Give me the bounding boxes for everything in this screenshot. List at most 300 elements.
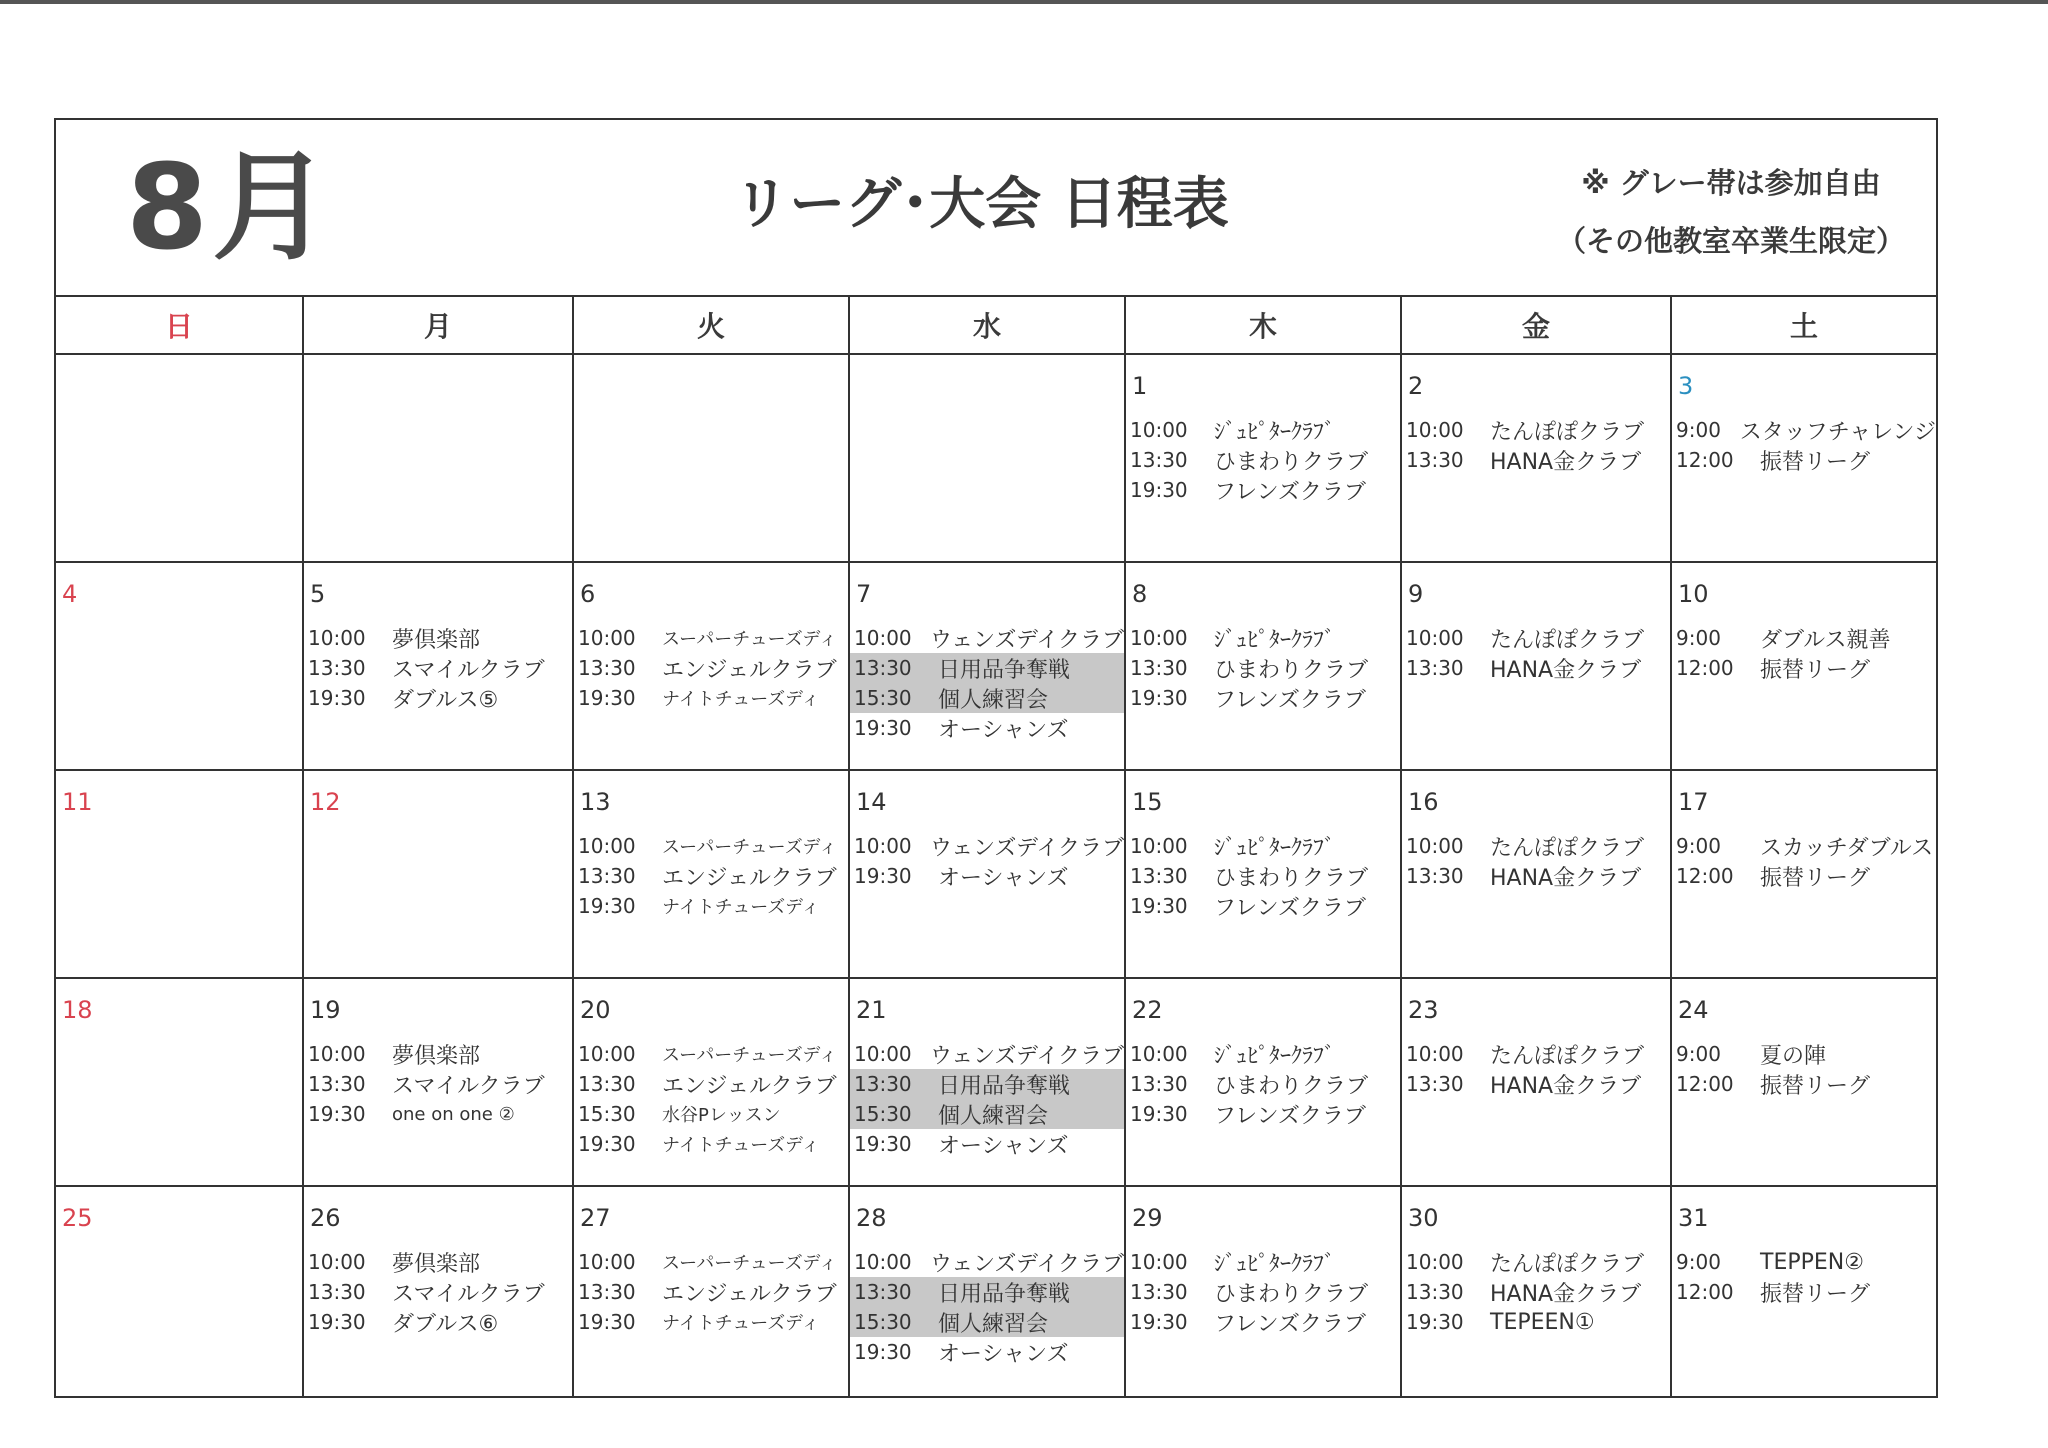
event-name: ひまわりクラブ: [1214, 1281, 1369, 1307]
event-row: [1672, 831, 1936, 861]
event-time: 19:30: [578, 1132, 636, 1156]
event-time: 12:00: [1676, 1072, 1734, 1096]
event-row: [304, 1247, 572, 1277]
event-time: 10:00: [1406, 626, 1464, 650]
event-row: [1402, 1247, 1670, 1277]
day-cell: [304, 563, 574, 769]
event-name: 日用品争奪戦: [938, 1281, 1071, 1307]
event-name: スーパーチューズディ: [662, 629, 837, 650]
event-time: 10:00: [308, 626, 366, 650]
event-row: [850, 861, 1124, 891]
event-name: フレンズクラブ: [1214, 479, 1366, 505]
event-time: 10:00: [1130, 626, 1188, 650]
day-number: 24: [1678, 996, 1709, 1024]
day-number: 21: [856, 996, 887, 1024]
event-time: 19:30: [308, 686, 366, 710]
event-name: スーパーチューズディ: [662, 837, 837, 858]
weekday-sunday: 日: [56, 297, 304, 353]
event-time: 15:30: [854, 1102, 912, 1126]
event-name: ひまわりクラブ: [1214, 865, 1369, 891]
day-number: 29: [1132, 1204, 1163, 1232]
event-time: 13:30: [1406, 864, 1464, 888]
day-cell: [1126, 771, 1402, 977]
day-cell: [574, 563, 850, 769]
event-time: 10:00: [578, 1042, 636, 1066]
day-cell: [56, 771, 304, 977]
event-row: [304, 1069, 572, 1099]
event-name: ｼﾞｭﾋﾟﾀｰｸﾗﾌﾞ: [1214, 627, 1336, 653]
day-cell: [1402, 563, 1672, 769]
event-time: 10:00: [1406, 834, 1464, 858]
event-row: [574, 1129, 848, 1159]
day-cell: [1402, 1187, 1672, 1396]
day-number: 12: [310, 788, 341, 816]
day-number: 30: [1408, 1204, 1439, 1232]
event-time: 13:30: [578, 656, 636, 680]
event-name: スーパーチューズディ: [662, 1045, 837, 1066]
event-name: スーパーチューズディ: [662, 1253, 837, 1274]
day-number: [574, 369, 848, 403]
event-name: ｼﾞｭﾋﾟﾀｰｸﾗﾌﾞ: [1214, 1043, 1336, 1069]
day-cell: [574, 1187, 850, 1396]
event-name: 夢倶楽部: [392, 1043, 481, 1069]
event-time: 13:30: [854, 1072, 912, 1096]
event-row: [1402, 1307, 1670, 1337]
day-cell: [1402, 355, 1672, 561]
event-time: 13:30: [1130, 1072, 1188, 1096]
event-row: [850, 1129, 1124, 1159]
event-row: [304, 683, 572, 713]
day-number: 19: [310, 996, 341, 1024]
event-time: 12:00: [1676, 864, 1734, 888]
weekday-header-row: [56, 297, 1936, 355]
event-row: [1126, 415, 1400, 445]
event-name: ナイトチューズディ: [662, 1135, 820, 1156]
event-name: 個人練習会: [938, 687, 1049, 713]
event-time: 10:00: [1130, 834, 1188, 858]
event-name: たんぽぽクラブ: [1490, 627, 1645, 653]
day-number: [56, 369, 302, 403]
event-time: 13:30: [1406, 448, 1464, 472]
weekday-wednesday: 水: [850, 297, 1126, 353]
event-time: 9:00: [1676, 418, 1721, 442]
event-name: オーシャンズ: [938, 1341, 1069, 1367]
event-name: 夢倶楽部: [392, 627, 481, 653]
event-row: [574, 1039, 848, 1069]
day-number: 13: [580, 788, 611, 816]
event-row: [574, 831, 848, 861]
event-name: オーシャンズ: [938, 865, 1069, 891]
calendar-grid: [56, 355, 1936, 1396]
day-number: 5: [310, 580, 326, 608]
event-row: [1672, 1247, 1936, 1277]
day-number: 18: [62, 996, 93, 1024]
event-row: [850, 1039, 1124, 1069]
event-time: 13:30: [578, 1280, 636, 1304]
event-time: 19:30: [578, 1310, 636, 1334]
day-cell: [304, 979, 574, 1185]
event-time: 10:00: [578, 626, 636, 650]
event-time: 13:30: [578, 864, 636, 888]
event-row: [304, 623, 572, 653]
event-name: TEPPEN②: [1760, 1249, 1864, 1275]
day-number: 27: [580, 1204, 611, 1232]
event-row: [1126, 623, 1400, 653]
event-time: 9:00: [1676, 834, 1721, 858]
event-row-free: [850, 653, 1124, 683]
event-time: 19:30: [854, 716, 912, 740]
event-row: [850, 713, 1124, 743]
event-time: 10:00: [854, 1250, 912, 1274]
event-time: 9:00: [1676, 626, 1721, 650]
event-name: ウェンズデイクラブ: [929, 627, 1124, 653]
event-row: [1402, 415, 1670, 445]
day-cell: [56, 563, 304, 769]
day-cell: [1126, 979, 1402, 1185]
event-name: 振替リーグ: [1760, 449, 1871, 475]
event-time: 15:30: [578, 1102, 636, 1126]
event-name: ナイトチューズディ: [662, 897, 820, 918]
event-row: [1126, 1307, 1400, 1337]
day-number: 26: [310, 1204, 341, 1232]
day-cell: [574, 355, 850, 561]
event-name: TEPEEN①: [1490, 1309, 1595, 1335]
event-name: ウェンズデイクラブ: [929, 835, 1124, 861]
event-name: 日用品争奪戦: [938, 1073, 1071, 1099]
event-time: 13:30: [1130, 1280, 1188, 1304]
event-row: [850, 623, 1124, 653]
event-row: [1672, 861, 1936, 891]
event-name: スカッチダブルス: [1760, 835, 1934, 861]
event-name: HANA金クラブ: [1490, 865, 1642, 891]
week-row: [56, 563, 1936, 771]
day-cell: [574, 771, 850, 977]
day-number: 28: [856, 1204, 887, 1232]
event-name: スマイルクラブ: [392, 1281, 545, 1307]
event-time: 15:30: [854, 686, 912, 710]
event-row: [304, 1277, 572, 1307]
event-time: 19:30: [1130, 478, 1188, 502]
event-row: [1672, 1039, 1936, 1069]
event-time: 13:30: [1130, 864, 1188, 888]
day-cell: [1672, 771, 1936, 977]
event-name: HANA金クラブ: [1490, 1073, 1642, 1099]
event-time: 10:00: [578, 834, 636, 858]
day-cell: [850, 355, 1126, 561]
day-cell: [304, 771, 574, 977]
event-row: [1402, 861, 1670, 891]
event-name: 振替リーグ: [1760, 1281, 1871, 1307]
event-name: ｼﾞｭﾋﾟﾀｰｸﾗﾌﾞ: [1214, 419, 1336, 445]
event-row: [1126, 891, 1400, 921]
event-name: フレンズクラブ: [1214, 687, 1366, 713]
event-row: [850, 1247, 1124, 1277]
event-time: 10:00: [1406, 418, 1464, 442]
day-number: 9: [1408, 580, 1424, 608]
event-name: 水谷Pレッスン: [662, 1105, 781, 1126]
event-time: 9:00: [1676, 1042, 1721, 1066]
event-name: フレンズクラブ: [1214, 1311, 1366, 1337]
event-name: たんぽぽクラブ: [1490, 419, 1645, 445]
event-time: 19:30: [578, 894, 636, 918]
event-name: ウェンズデイクラブ: [929, 1251, 1124, 1277]
event-time: 19:30: [854, 1340, 912, 1364]
event-row: [1672, 623, 1936, 653]
event-name: one on one ②: [392, 1103, 515, 1125]
event-time: 13:30: [308, 656, 366, 680]
day-cell: [1402, 771, 1672, 977]
event-name: たんぽぽクラブ: [1490, 1251, 1645, 1277]
event-row: [304, 1099, 572, 1129]
day-cell: [56, 979, 304, 1185]
event-name: エンジェルクラブ: [662, 657, 837, 683]
event-row: [1126, 1069, 1400, 1099]
event-row: [1126, 831, 1400, 861]
event-name: 振替リーグ: [1760, 657, 1871, 683]
event-name: ひまわりクラブ: [1214, 1073, 1369, 1099]
event-time: 19:30: [854, 1132, 912, 1156]
day-cell: [850, 563, 1126, 769]
event-row: [1402, 1069, 1670, 1099]
event-name: HANA金クラブ: [1490, 657, 1642, 683]
event-name: 振替リーグ: [1760, 865, 1871, 891]
event-row: [574, 1307, 848, 1337]
day-cell: [850, 979, 1126, 1185]
event-name: たんぽぽクラブ: [1490, 835, 1645, 861]
event-name: フレンズクラブ: [1214, 895, 1366, 921]
event-row: [1126, 475, 1400, 505]
event-row: [574, 861, 848, 891]
day-cell: [1126, 1187, 1402, 1396]
event-row: [1402, 653, 1670, 683]
event-time: 10:00: [854, 626, 912, 650]
day-cell: [1126, 563, 1402, 769]
event-time: 13:30: [578, 1072, 636, 1096]
event-name: 個人練習会: [938, 1311, 1049, 1337]
event-name: 夏の陣: [1760, 1043, 1827, 1069]
event-row: [304, 653, 572, 683]
day-number: 20: [580, 996, 611, 1024]
event-row-free: [850, 1307, 1124, 1337]
day-cell: [1402, 979, 1672, 1185]
event-row: [574, 623, 848, 653]
event-row: [574, 1277, 848, 1307]
event-time: 10:00: [1130, 1042, 1188, 1066]
event-name: HANA金クラブ: [1490, 449, 1642, 475]
event-time: 10:00: [1130, 1250, 1188, 1274]
event-name: 日用品争奪戦: [938, 657, 1071, 683]
event-row: [1402, 445, 1670, 475]
day-number: 31: [1678, 1204, 1709, 1232]
day-number: 8: [1132, 580, 1148, 608]
day-cell: [1672, 355, 1936, 561]
event-name: ひまわりクラブ: [1214, 657, 1369, 683]
event-name: オーシャンズ: [938, 1133, 1069, 1159]
day-number: 10: [1678, 580, 1709, 608]
event-name: スマイルクラブ: [392, 657, 545, 683]
event-name: エンジェルクラブ: [662, 1281, 837, 1307]
event-row: [304, 1039, 572, 1069]
day-number: 6: [580, 580, 596, 608]
event-time: 19:30: [308, 1310, 366, 1334]
event-time: 10:00: [854, 834, 912, 858]
event-time: 9:00: [1676, 1250, 1721, 1274]
event-time: 15:30: [854, 1310, 912, 1334]
day-cell: [56, 355, 304, 561]
event-time: 10:00: [308, 1250, 366, 1274]
day-number: 25: [62, 1204, 93, 1232]
event-row: [1402, 831, 1670, 861]
event-row: [1126, 861, 1400, 891]
event-row: [1402, 1277, 1670, 1307]
event-time: 13:30: [854, 656, 912, 680]
event-name: ナイトチューズディ: [662, 1313, 820, 1334]
event-time: 13:30: [308, 1280, 366, 1304]
event-row: [574, 683, 848, 713]
weekday-saturday: 土: [1789, 310, 1818, 343]
event-row: [574, 1099, 848, 1129]
day-number: 2: [1408, 372, 1424, 400]
day-cell: [574, 979, 850, 1185]
day-cell: [1126, 355, 1402, 561]
day-cell: [850, 1187, 1126, 1396]
event-time: 10:00: [1406, 1042, 1464, 1066]
event-row-free: [850, 1069, 1124, 1099]
event-row: [1126, 445, 1400, 475]
event-row: [574, 653, 848, 683]
event-name: ナイトチューズディ: [662, 689, 820, 710]
day-number: 17: [1678, 788, 1709, 816]
event-row: [1402, 623, 1670, 653]
week-row: [56, 355, 1936, 563]
event-time: 13:30: [1130, 656, 1188, 680]
event-time: 13:30: [1406, 1072, 1464, 1096]
event-time: 19:30: [1130, 894, 1188, 918]
event-time: 13:30: [854, 1280, 912, 1304]
event-name: HANA金クラブ: [1490, 1281, 1642, 1307]
day-number: 1: [1132, 372, 1148, 400]
event-name: スマイルクラブ: [392, 1073, 545, 1099]
note-line-2: （その他教室卒業生限定）: [1556, 224, 1905, 258]
day-number: 16: [1408, 788, 1439, 816]
event-row-free: [850, 1099, 1124, 1129]
event-name: ｼﾞｭﾋﾟﾀｰｸﾗﾌﾞ: [1214, 1251, 1336, 1277]
day-number: 22: [1132, 996, 1163, 1024]
event-time: 10:00: [1130, 418, 1188, 442]
event-time: 19:30: [578, 686, 636, 710]
event-row: [1672, 415, 1936, 445]
event-row: [1126, 1039, 1400, 1069]
gray-band-note: [1536, 154, 1926, 270]
event-row: [1672, 445, 1936, 475]
event-row: [1672, 653, 1936, 683]
schedule-sheet: [54, 118, 1938, 1398]
event-name: オーシャンズ: [938, 717, 1069, 743]
day-number: 4: [62, 580, 78, 608]
weekday-monday: 月: [304, 297, 574, 353]
day-cell: [1672, 979, 1936, 1185]
event-time: 13:30: [1130, 448, 1188, 472]
event-row: [1672, 1277, 1936, 1307]
event-name: 夢倶楽部: [392, 1251, 481, 1277]
event-row-free: [850, 683, 1124, 713]
day-number: [304, 369, 572, 403]
event-time: 19:30: [1406, 1310, 1464, 1334]
event-time: 13:30: [1406, 1280, 1464, 1304]
event-name: スタッフチャレンジ: [1739, 419, 1936, 445]
event-name: 振替リーグ: [1760, 1073, 1871, 1099]
event-time: 19:30: [854, 864, 912, 888]
week-row: [56, 979, 1936, 1187]
day-cell: [304, 355, 574, 561]
event-time: 12:00: [1676, 1280, 1734, 1304]
event-row: [1126, 1099, 1400, 1129]
event-time: 19:30: [308, 1102, 366, 1126]
week-row: [56, 771, 1936, 979]
event-row: [574, 891, 848, 921]
week-row: [56, 1187, 1936, 1396]
event-time: 10:00: [854, 1042, 912, 1066]
day-number: 23: [1408, 996, 1439, 1024]
day-cell: [1672, 563, 1936, 769]
day-number: 7: [856, 580, 872, 608]
event-row: [850, 831, 1124, 861]
event-name: エンジェルクラブ: [662, 865, 837, 891]
event-time: 13:30: [308, 1072, 366, 1096]
day-number: 11: [62, 788, 93, 816]
month-title: 8月: [126, 138, 335, 276]
event-row: [1126, 653, 1400, 683]
event-name: ダブルス親善: [1760, 627, 1891, 653]
note-line-1: ※ グレー帯は参加自由: [1581, 166, 1881, 200]
event-name: ウェンズデイクラブ: [929, 1043, 1124, 1069]
weekday-tuesday: 火: [574, 297, 850, 353]
event-time: 10:00: [308, 1042, 366, 1066]
event-row-free: [850, 1277, 1124, 1307]
event-row: [304, 1307, 572, 1337]
day-cell: [1672, 1187, 1936, 1396]
event-time: 13:30: [1406, 656, 1464, 680]
event-row: [1402, 1039, 1670, 1069]
event-time: 19:30: [1130, 1102, 1188, 1126]
event-time: 10:00: [1406, 1250, 1464, 1274]
event-time: 12:00: [1676, 448, 1734, 472]
event-name: ｼﾞｭﾋﾟﾀｰｸﾗﾌﾞ: [1214, 835, 1336, 861]
page-title: リーグ･大会 日程表: [733, 172, 1229, 237]
event-name: フレンズクラブ: [1214, 1103, 1366, 1129]
event-time: 12:00: [1676, 656, 1734, 680]
event-name: 個人練習会: [938, 1103, 1049, 1129]
event-time: 19:30: [1130, 1310, 1188, 1334]
event-row: [1672, 1069, 1936, 1099]
event-row: [1126, 683, 1400, 713]
day-cell: [850, 771, 1126, 977]
scan-edge: [0, 0, 2048, 4]
event-row: [574, 1069, 848, 1099]
event-name: たんぽぽクラブ: [1490, 1043, 1645, 1069]
event-row: [1126, 1277, 1400, 1307]
schedule-header: [56, 120, 1936, 297]
event-name: ダブルス⑥: [392, 1311, 499, 1337]
event-time: 10:00: [578, 1250, 636, 1274]
event-row: [850, 1337, 1124, 1367]
day-cell: [56, 1187, 304, 1396]
day-number: 15: [1132, 788, 1163, 816]
event-time: 19:30: [1130, 686, 1188, 710]
day-number: 14: [856, 788, 887, 816]
event-name: ひまわりクラブ: [1214, 449, 1369, 475]
day-number: 3: [1678, 372, 1694, 400]
